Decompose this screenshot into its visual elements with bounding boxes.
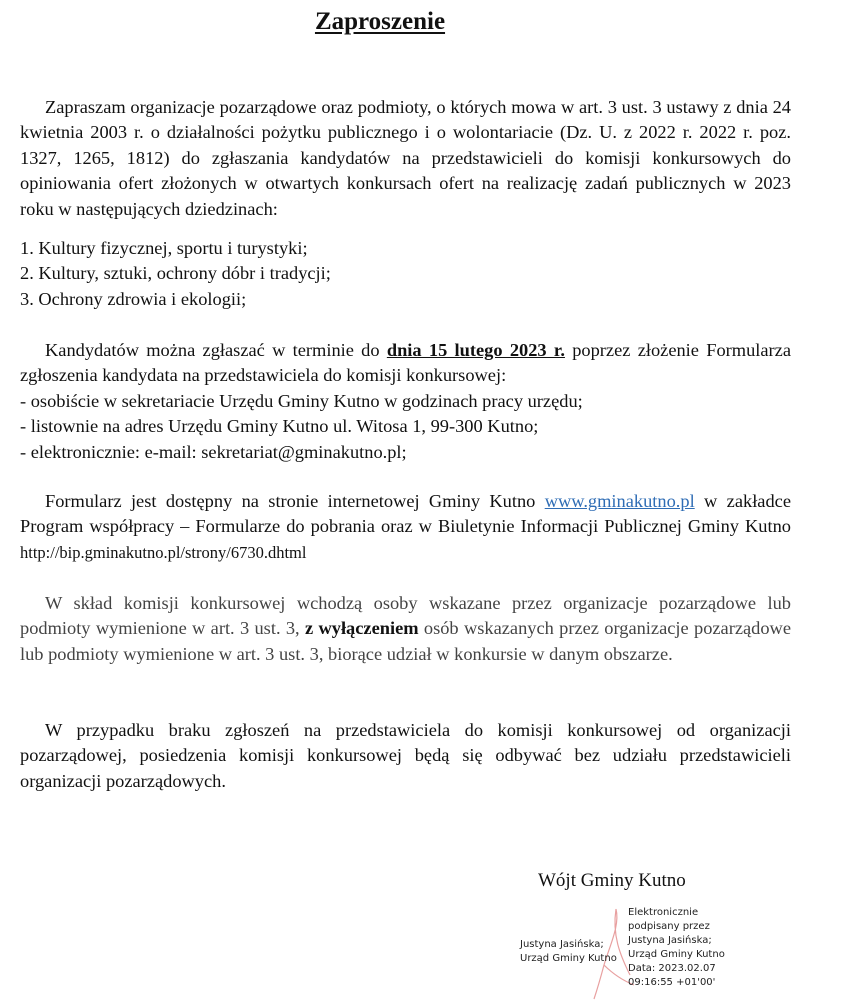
document-title: Zaproszenie	[314, 8, 446, 35]
domain-item: 2. Kultury, sztuki, ochrony dóbr i tradycji;	[20, 263, 331, 284]
signature-details: Elektronicznie podpisany przez Justyna Jasińska; Urząd Gminy Kutno Data: 2023.02.07 09:16:55 +01'00'	[628, 907, 725, 988]
no-submissions-paragraph: W przypadku braku zgłoszeń na przedstawiciela do komisji konkursowej od organizacji pozarządowej, posiedzenia komisji konkursowej będą się odbywać bez udziału przedstawicieli organizacji pozarządowych.	[20, 720, 791, 791]
composition-paragraph: W skład komisji konkursowej wchodzą osoby wskazane przez organizacje pozarządowe lub podmioty wymienione w art. 3 ust. 3, z wyłączeniem osób wskazanych przez organizacje pozarządowe lub podmioty wymienione w art. 3 ust. 3, biorące udział w konkursie w danym obszarze.	[20, 593, 791, 664]
exclusion-emphasis: z wyłączeniem	[304, 618, 419, 639]
signature-name: Justyna Jasińska; Urząd Gminy Kutno	[520, 939, 617, 964]
intro-paragraph: Zapraszam organizacje pozarządowe oraz podmioty, o których mowa w art. 3 ust. 3 ustawy z dnia 24 kwietnia 2003 r. o działalności pożytku publicznego i o wolontariacie (Dz. U. z 2022 r. 2022 r. poz. 1327, 1265, 1812) do zgłaszania kandydatów na przedstawicieli do komisji konkursowych do opiniowania ofert złożonych w otwartych konkursach ofert na realizację zadań publicznych w 2023 roku w następujących dziedzinach:	[20, 97, 791, 219]
domain-item: 3. Ochrony zdrowia i ekologii;	[20, 288, 247, 309]
deadline-paragraph: Kandydatów można zgłaszać w terminie do dnia 15 lutego 2023 r. poprzez złożenie Formularza zgłoszenia kandydata na przedstawiciela do komisji konkursowej:	[20, 340, 791, 386]
bip-url: http://bip.gminakutno.pl/strony/6730.dhtml	[20, 542, 307, 562]
signer-title: Wójt Gminy Kutno	[538, 870, 686, 891]
method-item: - listownie na adres Urzędu Gminy Kutno ul. Witosa 1, 99-300 Kutno;	[20, 416, 539, 437]
form-availability-paragraph: Formularz jest dostępny na stronie internetowej Gminy Kutno www.gminakutno.pl w zakładce Program współpracy – Formularze do pobrania oraz w Biuletynie Informacji Publicznej Gminy Kutno http://bip.gminakutno.pl/strony/6730.dhtml	[20, 491, 791, 562]
submission-methods-list	[20, 389, 583, 465]
method-item: - elektronicznie: e-mail: sekretariat@gminakutno.pl;	[20, 441, 407, 462]
method-item: - osobiście w sekretariacie Urzędu Gminy Kutno w godzinach pracy urzędu;	[20, 391, 583, 411]
website-link[interactable]: www.gminakutno.pl	[544, 491, 695, 511]
deadline-date: dnia 15 lutego 2023 r.	[386, 340, 565, 360]
domain-item: 1. Kultury fizycznej, sportu i turystyki;	[20, 238, 308, 258]
domains-list	[20, 236, 331, 312]
